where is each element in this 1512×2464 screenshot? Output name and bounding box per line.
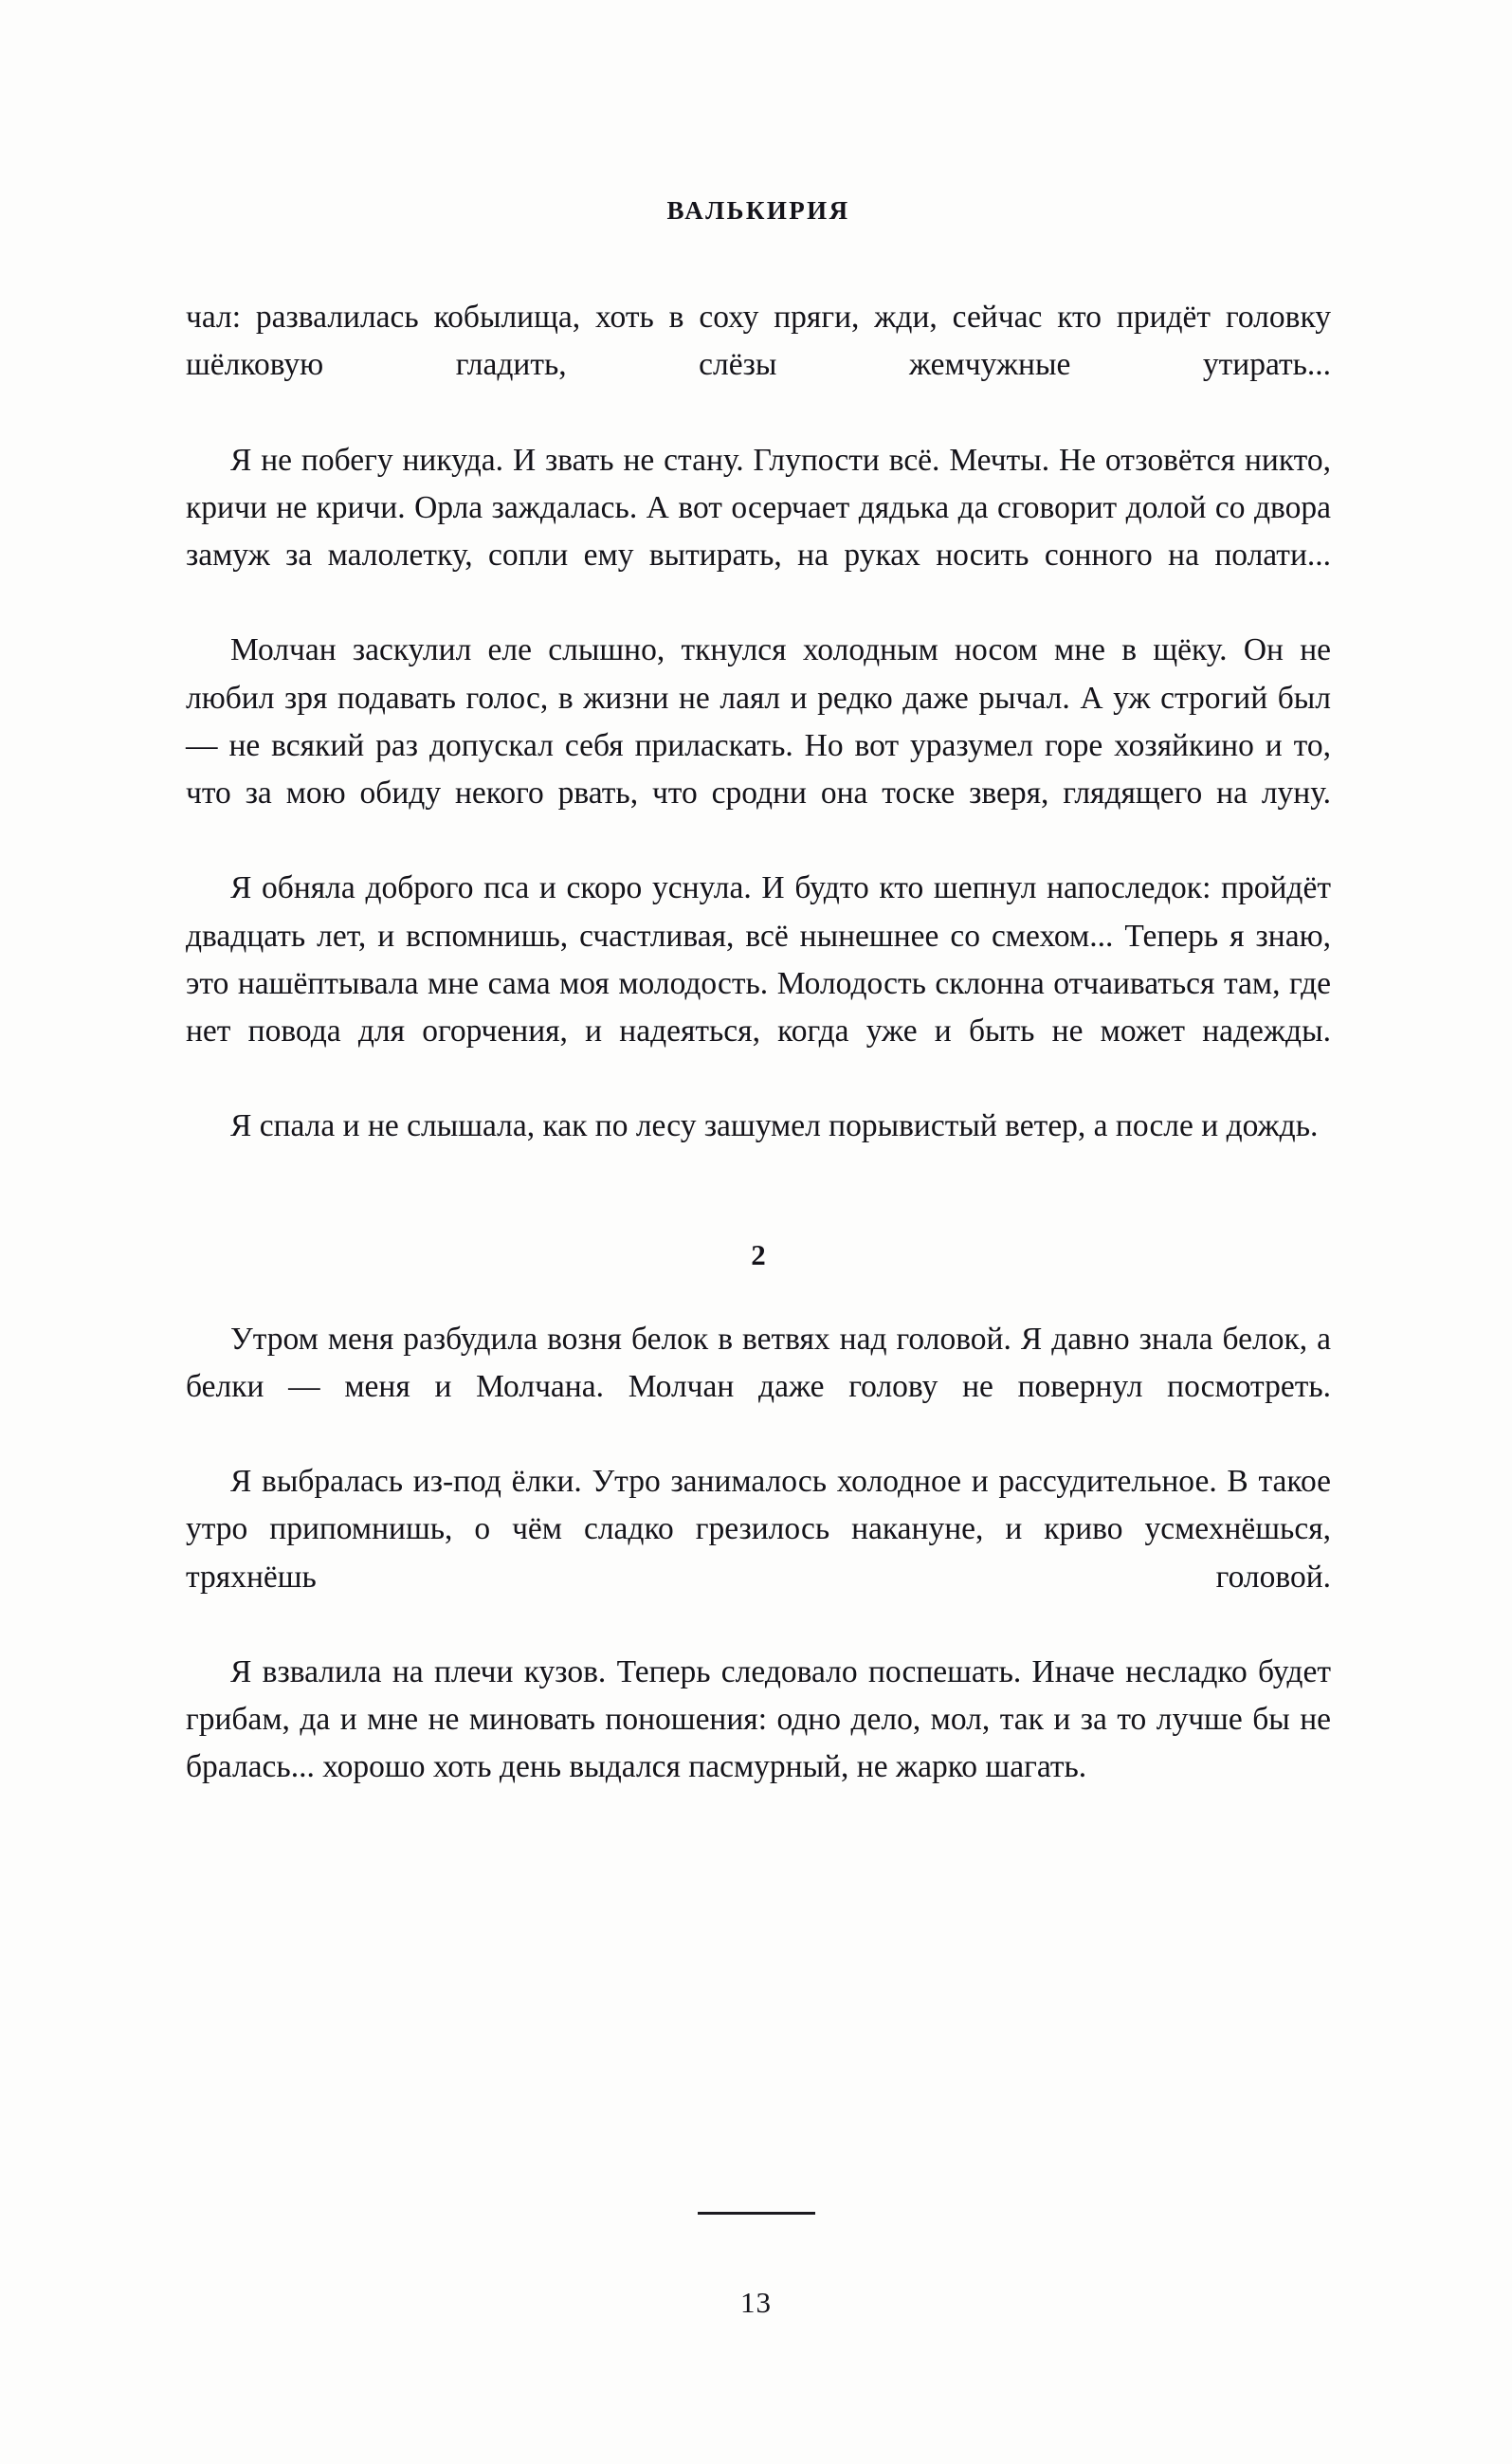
paragraph: Я спала и не слышала, как по лесу зашумел порывистый ветер, а после и дождь.: [230, 1108, 1319, 1144]
paragraph: Утром меня разбудила возня белок в ветвях над головой. Я давно знала белок, а белки — меня и Молчана. Молчан даже голову не повернул посмотреть.: [186, 1321, 1331, 1404]
paragraph: Я взвалила на плечи кузов. Теперь следовало поспешать. Иначе несладко будет грибам, да и мне не миновать поношения: одно дело, мол, так и за то лучше бы не бралась... хорошо хоть день выдался пасмурный, не жарко шагать.: [186, 1654, 1331, 1785]
section-2: [186, 1316, 1331, 1792]
running-head: ВАЛЬКИРИЯ: [666, 196, 850, 225]
page-number: 13: [740, 2286, 772, 2319]
section-number: 2: [751, 1237, 766, 1271]
page-footer: [0, 2151, 1512, 2464]
paragraph: Я обняла доброго пса и скоро уснула. И будто кто шепнул напоследок: пройдёт двадцать лет, и вспомнишь, счастливая, всё нынешнее со смехом... Теперь я знаю, это нашёптывала мне сама моя молодость. Молодость склонна отчаиваться там, где нет повода для огорчения, и надеяться, когда уже и быть не может надежды.: [186, 870, 1331, 1049]
section-continued: [186, 294, 1331, 1151]
paragraph: Я не побегу никуда. И звать не стану. Глупости всё. Мечты. Не отзовётся никто, кричи не кричи. Орла заждалась. А вот осерчает дядька да сговорит долой со двора замуж за малолетку, сопли ему вытирать, на руках носить сонного на полати...: [186, 442, 1331, 574]
end-of-text-rule: [698, 2212, 815, 2215]
paragraph: чал: развалилась кобылища, хоть в соху пряги, жди, сейчас кто придёт головку шёлковую гладить, слёзы жемчужные утирать...: [186, 300, 1331, 383]
paragraph: Молчан заскулил еле слышно, ткнулся холодным носом мне в щёку. Он не любил зря подавать голос, в жизни не лаял и редко даже рычал. А уж строгий был — не всякий раз допускал себя приласкать. Но вот уразумел горе хозяйкино и то, что за мою обиду некого рвать, что сродни она тоске зверя, глядящего на луну.: [186, 632, 1331, 812]
paragraph: Я выбралась из-под ёлки. Утро занималось холодное и рассудительное. В такое утро припомнишь, о чём сладко грезилось накануне, и криво усмехнёшься, тряхнёшь головой.: [186, 1464, 1331, 1595]
page-content: [186, 0, 1331, 1792]
